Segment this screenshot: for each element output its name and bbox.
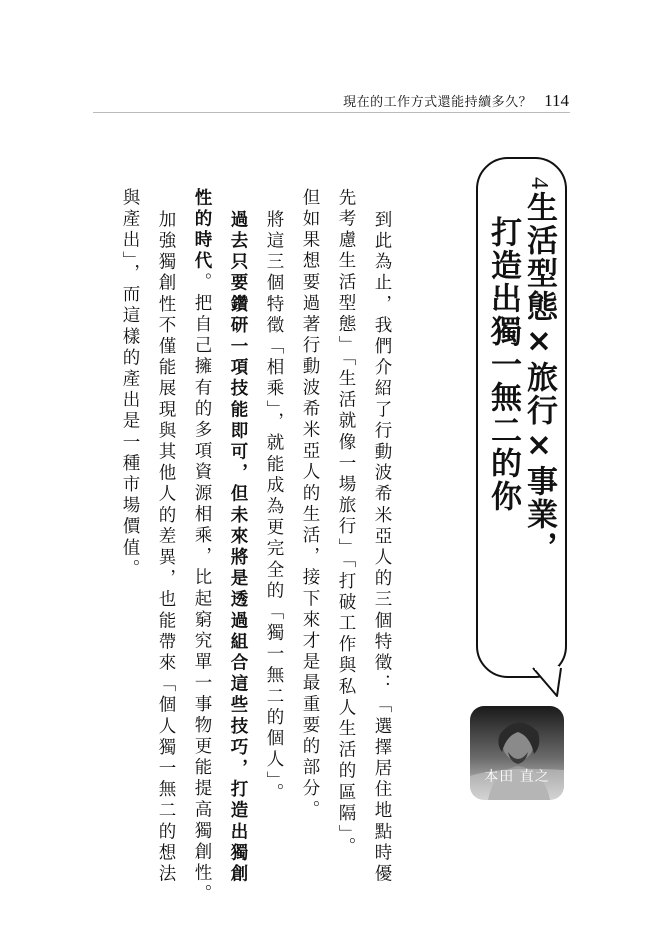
body-line-5-emphasis: 過去只要鑽研一項技能即可，但未來將是透過組合這些技巧，打造出獨創 [228, 210, 248, 886]
body-line-6-text: 。把自己擁有的多項資源相乘，比起窮究單一事物更能提高獨創性。 [192, 272, 212, 906]
page-number: 114 [544, 91, 569, 110]
body-line-6-emphasis: 性的時代 [192, 188, 212, 273]
chapter-number: 4 [526, 177, 552, 191]
body-line-7: 加強獨創性不僅能展現與其他人的差異，也能帶來「個人獨一無二的想法 [156, 210, 176, 886]
body-line-5 [228, 210, 248, 885]
heading-line-1-text: 生活型態×旅行×事業， [521, 191, 557, 564]
running-header-title: 現在的工作方式還能持續多久？ [343, 95, 533, 110]
speech-bubble-tail [531, 666, 565, 700]
header-rule [93, 112, 570, 113]
author-photo [470, 706, 564, 800]
heading-line-2: 打造出獨一無二的你 [485, 216, 521, 513]
heading-line-1 [521, 177, 557, 564]
author-name: 本田 直之 [484, 769, 550, 785]
body-line-2: 先考慮生活型態」「生活就像一場旅行」「打破工作與私人生活的區隔」。 [336, 188, 356, 859]
running-header [343, 91, 569, 111]
body-line-4: 將這三個特徵「相乘」，就能成為更完全的「獨一無二的個人」。 [264, 210, 284, 805]
body-line-6 [192, 188, 212, 905]
body-line-3: 但如果想要過著行動波希米亞人的生活，接下來才是最重要的部分。 [300, 188, 320, 821]
body-line-8: 與產出」，而這樣的產出是一種市場價值。 [120, 188, 140, 581]
body-line-1: 到此為止，我們介紹了行動波希米亞人的三個特徵：「選擇居住地點時優 [372, 210, 392, 886]
